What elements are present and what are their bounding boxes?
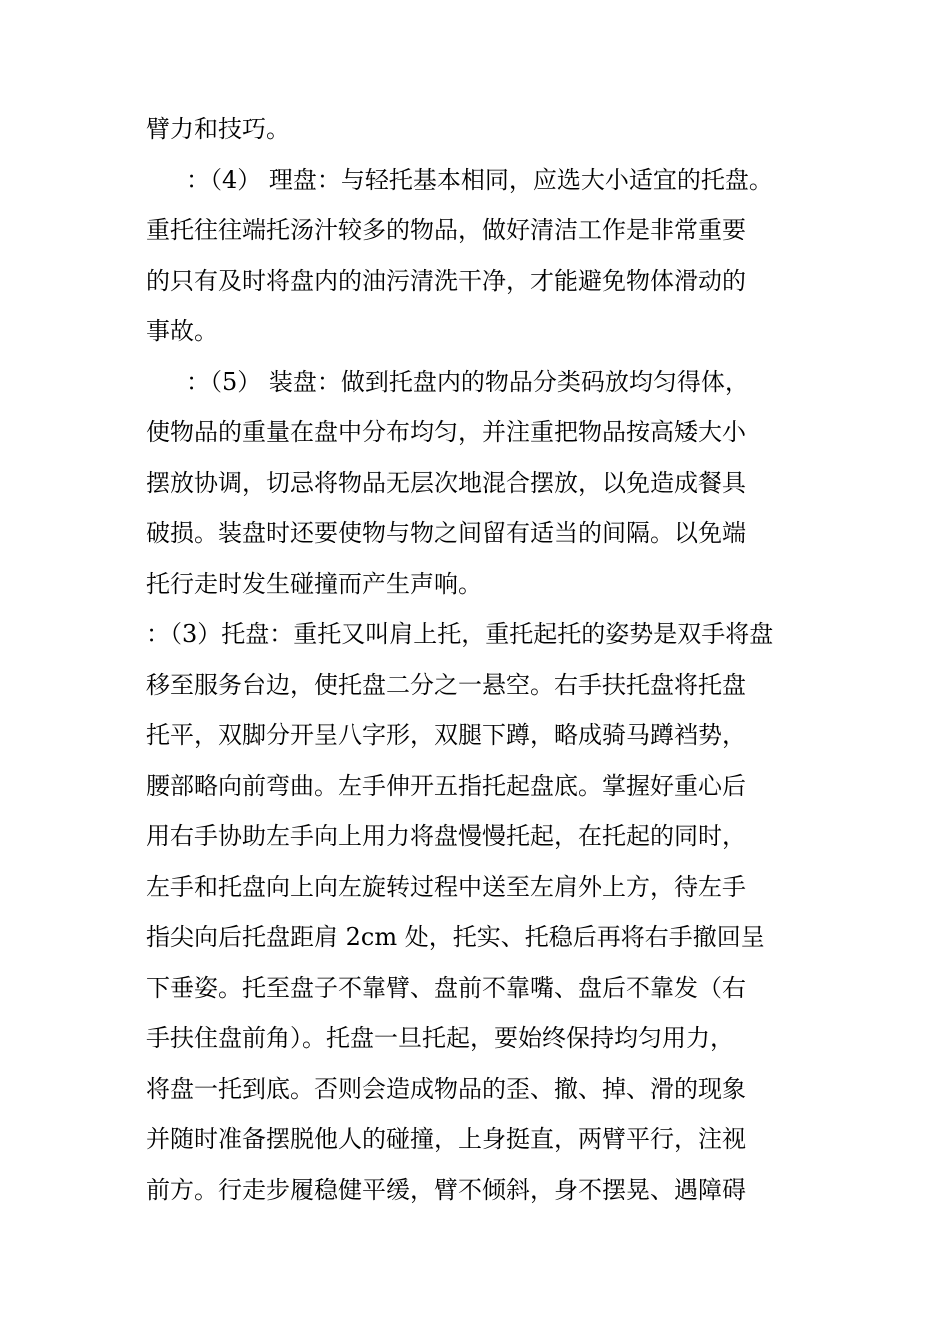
- text-line: ：（3）托盘：重托又叫肩上托，重托起托的姿势是双手将盘: [146, 620, 774, 648]
- text-line: 托行走时发生碰撞而产生声响。: [146, 569, 482, 598]
- text-line: 前方。行走步履稳健平缓，臂不倾斜，身不摆晃、遇障碍: [146, 1175, 746, 1204]
- text-line: 事故。: [146, 317, 218, 345]
- text-line: 摆放协调，切忌将物品无层次地混合摆放，以免造成餐具: [146, 468, 746, 497]
- text-line: 并随时准备摆脱他人的碰撞，上身挺直，两臂平行，注视: [146, 1125, 746, 1153]
- text-line: 使物品的重量在盘中分布均匀，并注重把物品按高矮大小: [146, 418, 746, 446]
- text-line: 用右手协助左手向上用力将盘慢慢托起，在托起的同时，: [146, 822, 746, 850]
- text-line: ：（5） 装盘：做到托盘内的物品分类码放均匀得体，: [186, 367, 749, 396]
- text-line: 腰部略向前弯曲。左手伸开五指托起盘底。掌握好重心后: [146, 771, 746, 800]
- text-line: 指尖向后托盘距肩 2cm 处，托实、托稳后再将右手撤回呈: [146, 923, 765, 951]
- text-line: 将盘一托到底。否则会造成物品的歪、撤、掉、滑的现象: [146, 1074, 746, 1103]
- text-line: 移至服务台边，使托盘二分之一悬空。右手扶托盘将托盘: [146, 670, 746, 699]
- text-line: 臂力和技巧。: [146, 115, 290, 143]
- text-line: ：（4） 理盘：与轻托基本相同，应选大小适宜的托盘。: [186, 165, 773, 194]
- text-line: 的只有及时将盘内的油污清洗干净，才能避免物体滑动的: [146, 266, 746, 295]
- text-line: 破损。装盘时还要使物与物之间留有适当的间隔。以免端: [146, 519, 746, 547]
- document-body: [146, 104, 846, 1215]
- text-line: 下垂姿。托至盘子不靠臂、盘前不靠嘴、盘后不靠发（右: [146, 973, 746, 1002]
- text-line: 左手和托盘向上向左旋转过程中送至左肩外上方，待左手: [146, 872, 746, 901]
- text-line: 手扶住盘前角）。托盘一旦托起，要始终保持均匀用力，: [146, 1024, 734, 1052]
- text-line: 重托往往端托汤汁较多的物品，做好清洁工作是非常重要: [146, 216, 746, 244]
- text-line: 托平，双脚分开呈八字形，双腿下蹲，略成骑马蹲裆势，: [146, 721, 746, 749]
